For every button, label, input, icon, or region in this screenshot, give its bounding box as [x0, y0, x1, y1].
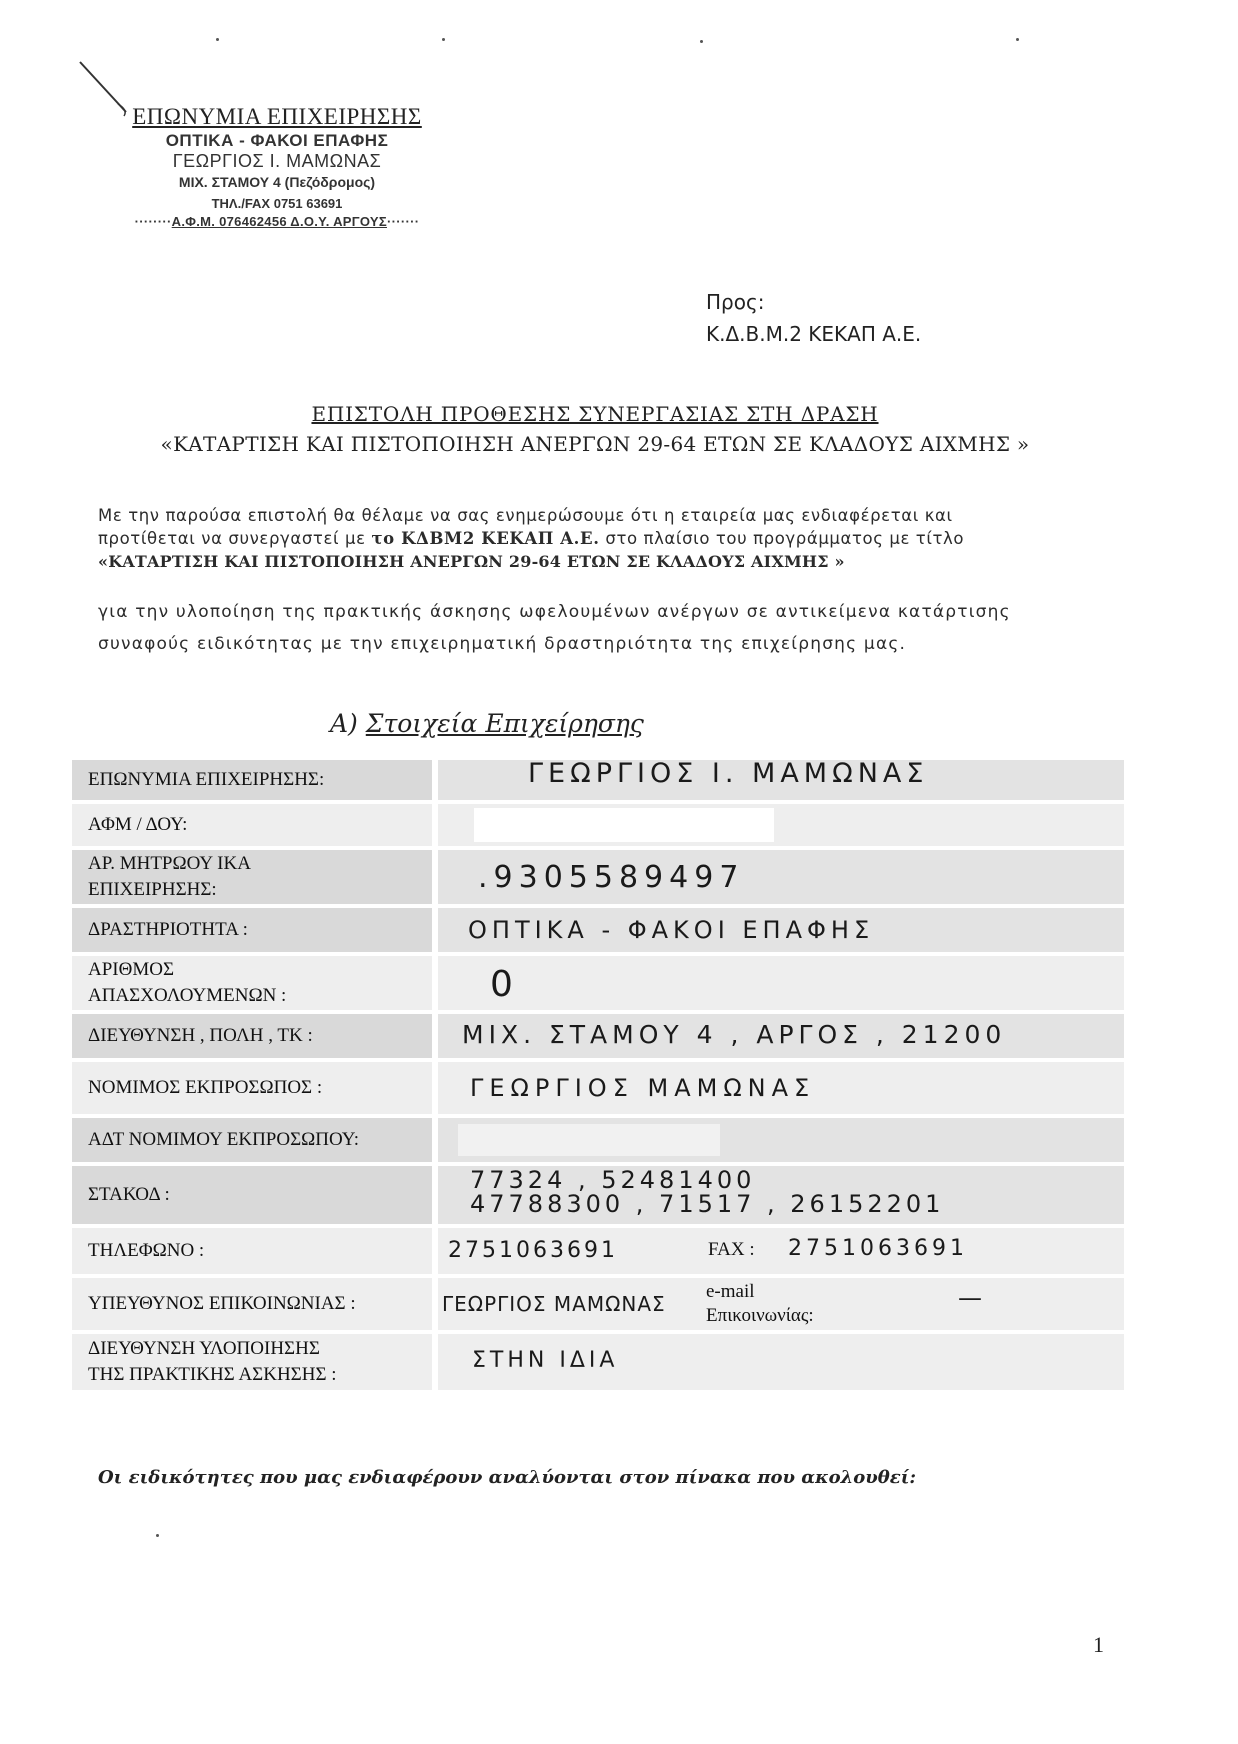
- field-row-address: [72, 1014, 1124, 1058]
- section-heading: Α) Στοιχεία Επιχείρησης: [330, 709, 644, 738]
- handwritten-value: ΟΠΤΙΚΑ - ΦΑΚΟΙ ΕΠΑΦΗΣ: [468, 916, 875, 944]
- speck-mark: [442, 38, 445, 41]
- speck-mark: [156, 1534, 159, 1537]
- page-number: 1: [1093, 1632, 1104, 1657]
- address-field[interactable]: [438, 1014, 1124, 1058]
- field-row-activity: [72, 908, 1124, 952]
- company-details-form: [72, 760, 1124, 1390]
- company-name-field[interactable]: [438, 760, 1124, 800]
- intro-line-1: Με την παρούσα επιστολή θα θέλαμε να σας ενημερώσουμε ότι η εταιρεία μας ενδιαφέρεται και: [98, 506, 953, 525]
- stamp-line-phone: ΤΗΛ./FAX 0751 63691: [211, 196, 343, 211]
- speck-mark: [216, 38, 219, 41]
- field-row-contact: [72, 1278, 1124, 1330]
- purpose-paragraph: [98, 596, 1106, 660]
- section-heading-text: Στοιχεία Επιχείρησης: [365, 709, 644, 738]
- letter-title: ΕΠΙΣΤΟΛΗ ΠΡΟΘΕΣΗΣ ΣΥΝΕΡΓΑΣΙΑΣ ΣΤΗ ΔΡΑΣΗ: [311, 402, 879, 426]
- activity-field[interactable]: [438, 908, 1124, 952]
- field-label: ΑΡΙΘΜΟΣ ΑΠΑΣΧΟΛΟΥΜΕΝΩΝ :: [72, 956, 432, 1010]
- stamp-line-owner: ΓΕΩΡΓΙΟΣ Ι. ΜΑΜΩΝΑΣ: [172, 151, 382, 171]
- field-label: ΔΙΕΥΘΥΝΣΗ , ΠΟΛΗ , ΤΚ :: [72, 1014, 432, 1058]
- intro-paragraph: [98, 504, 1106, 573]
- field-label: ΔΙΕΥΘΥΝΣΗ ΥΛΟΠΟΙΗΣΗΣ ΤΗΣ ΠΡΑΚΤΙΚΗΣ ΑΣΚΗΣΗΣ :: [72, 1334, 432, 1390]
- legal-rep-id-field[interactable]: [438, 1118, 1124, 1162]
- company-stamp: [92, 104, 462, 229]
- field-row-phone: [72, 1228, 1124, 1274]
- fax-label: FAX :: [708, 1239, 755, 1260]
- field-label: ΑΦΜ / ΔΟΥ:: [72, 804, 432, 846]
- field-label: ΤΗΛΕΦΩΝΟ :: [72, 1228, 432, 1274]
- email-label: e-mail Επικοινωνίας:: [706, 1281, 814, 1326]
- partner-name-bold: το ΚΔΒΜ2 ΚΕΚΑΠ Α.Ε.: [371, 529, 600, 548]
- handwritten-fax: 2751063691: [788, 1236, 968, 1261]
- stamp-line-company-title: ΕΠΩΝΥΜΙΑ ΕΠΙΧΕΙΡΗΣΗΣ: [132, 104, 422, 129]
- field-row-stakod: [72, 1166, 1124, 1224]
- field-label: ΣΤΑΚΟΔ :: [72, 1166, 432, 1224]
- handwritten-value: ΓΕΩΡΓΙΟΣ ΜΑΜΩΝΑΣ: [470, 1074, 816, 1102]
- field-label: ΔΡΑΣΤΗΡΙΟΤΗΤΑ :: [72, 908, 432, 952]
- field-row-legal-rep-id: [72, 1118, 1124, 1162]
- stamp-line-business: ΟΠΤΙΚΑ - ΦΑΚΟΙ ΕΠΑΦΗΣ: [165, 131, 389, 150]
- field-row-company-name: [72, 760, 1124, 800]
- purpose-line-2: συναφούς ειδικότητας με την επιχειρηματική δραστηριότητα της επιχείρησης μας.: [98, 634, 907, 654]
- contact-field[interactable]: [438, 1278, 1124, 1330]
- intro-line-2: προτίθεται να συνεργαστεί με το ΚΔΒΜ2 ΚΕΚΑΠ Α.Ε. στο πλαίσιο του προγράμματος με τίτλο: [98, 529, 965, 548]
- recipient-block: [706, 286, 921, 350]
- speck-mark: [1016, 38, 1019, 41]
- handwritten-value: .9305589497: [478, 860, 745, 895]
- specialties-note: Οι ειδικότητες που μας ενδιαφέρουν αναλύονται στον πίνακα που ακολουθεί:: [98, 1467, 917, 1488]
- redacted-area: [458, 1124, 720, 1156]
- recipient-label: Προς:: [706, 290, 765, 314]
- field-row-afm: [72, 804, 1124, 846]
- ika-number-field[interactable]: [438, 850, 1124, 904]
- handwritten-contact: ΓΕΩΡΓΙΟΣ ΜΑΜΩΝΑΣ: [442, 1292, 666, 1316]
- legal-rep-field[interactable]: [438, 1062, 1124, 1114]
- handwritten-value: ΜΙΧ. ΣΤΑΜΟΥ 4 , ΑΡΓΟΣ , 21200: [462, 1020, 1007, 1049]
- handwritten-value-line-1: 77324 , 52481400: [470, 1166, 756, 1194]
- field-label: ΝΟΜΙΜΟΣ ΕΚΠΡΟΣΩΠΟΣ :: [72, 1062, 432, 1114]
- stamp-line-address: ΜΙΧ. ΣΤΑΜΟΥ 4 (Πεζόδρομος): [178, 174, 376, 190]
- letter-subtitle: «ΚΑΤΑΡΤΙΣΗ ΚΑΙ ΠΙΣΤΟΠΟΙΗΣΗ ΑΝΕΡΓΩΝ 29-64 ΕΤΩΝ ΣΕ ΚΛΑΔΟΥΣ ΑΙΧΜΗΣ »: [160, 432, 1030, 456]
- speck-mark: [700, 40, 703, 43]
- field-row-legal-rep: [72, 1062, 1124, 1114]
- handwritten-value: ΓΕΩΡΓΙΟΣ Ι. ΜΑΜΩΝΑΣ: [528, 758, 929, 789]
- field-row-ika: [72, 850, 1124, 904]
- phone-field[interactable]: [438, 1228, 1124, 1274]
- field-row-practice-address: [72, 1334, 1124, 1390]
- field-label: ΑΔΤ ΝΟΜΙΜΟΥ ΕΚΠΡΟΣΩΠΟΥ:: [72, 1118, 432, 1162]
- stakod-field[interactable]: [438, 1166, 1124, 1224]
- practice-address-field[interactable]: [438, 1334, 1124, 1390]
- handwritten-value: ΣΤΗΝ ΙΔΙΑ: [472, 1348, 619, 1373]
- field-label: ΑΡ. ΜΗΤΡΩΟΥ ΙΚΑ ΕΠΙΧΕΙΡΗΣΗΣ:: [72, 850, 432, 904]
- handwritten-phone: 2751063691: [448, 1238, 618, 1263]
- purpose-line-1: για την υλοποίηση της πρακτικής άσκησης ωφελουμένων ανέργων σε αντικείμενα κατάρτισης: [98, 602, 1011, 622]
- handwritten-email: —: [958, 1284, 985, 1312]
- employees-field[interactable]: [438, 956, 1124, 1010]
- program-title-bold: «ΚΑΤΑΡΤΙΣΗ ΚΑΙ ΠΙΣΤΟΠΟΙΗΣΗ ΑΝΕΡΓΩΝ 29-64 ΕΤΩΝ ΣΕ ΚΛΑΔΟΥΣ ΑΙΧΜΗΣ »: [98, 552, 845, 571]
- recipient-name: Κ.Δ.Β.Μ.2 ΚΕΚΑΠ Α.Ε.: [706, 322, 922, 346]
- afm-doy-field[interactable]: [438, 804, 1124, 846]
- stamp-line-tax: ········Α.Φ.Μ. 076462456 Δ.Ο.Υ. ΑΡΓΟΥΣ·······: [134, 214, 420, 229]
- handwritten-value: 0: [490, 964, 516, 1005]
- field-label: ΥΠΕΥΘΥΝΟΣ ΕΠΙΚΟΙΝΩΝΙΑΣ :: [72, 1278, 432, 1330]
- field-row-employees: [72, 956, 1124, 1010]
- field-label: ΕΠΩΝΥΜΙΑ ΕΠΙΧΕΙΡΗΣΗΣ:: [72, 760, 432, 800]
- handwritten-value-line-2: 47788300 , 71517 , 26152201: [470, 1190, 945, 1218]
- redacted-area: [474, 808, 774, 842]
